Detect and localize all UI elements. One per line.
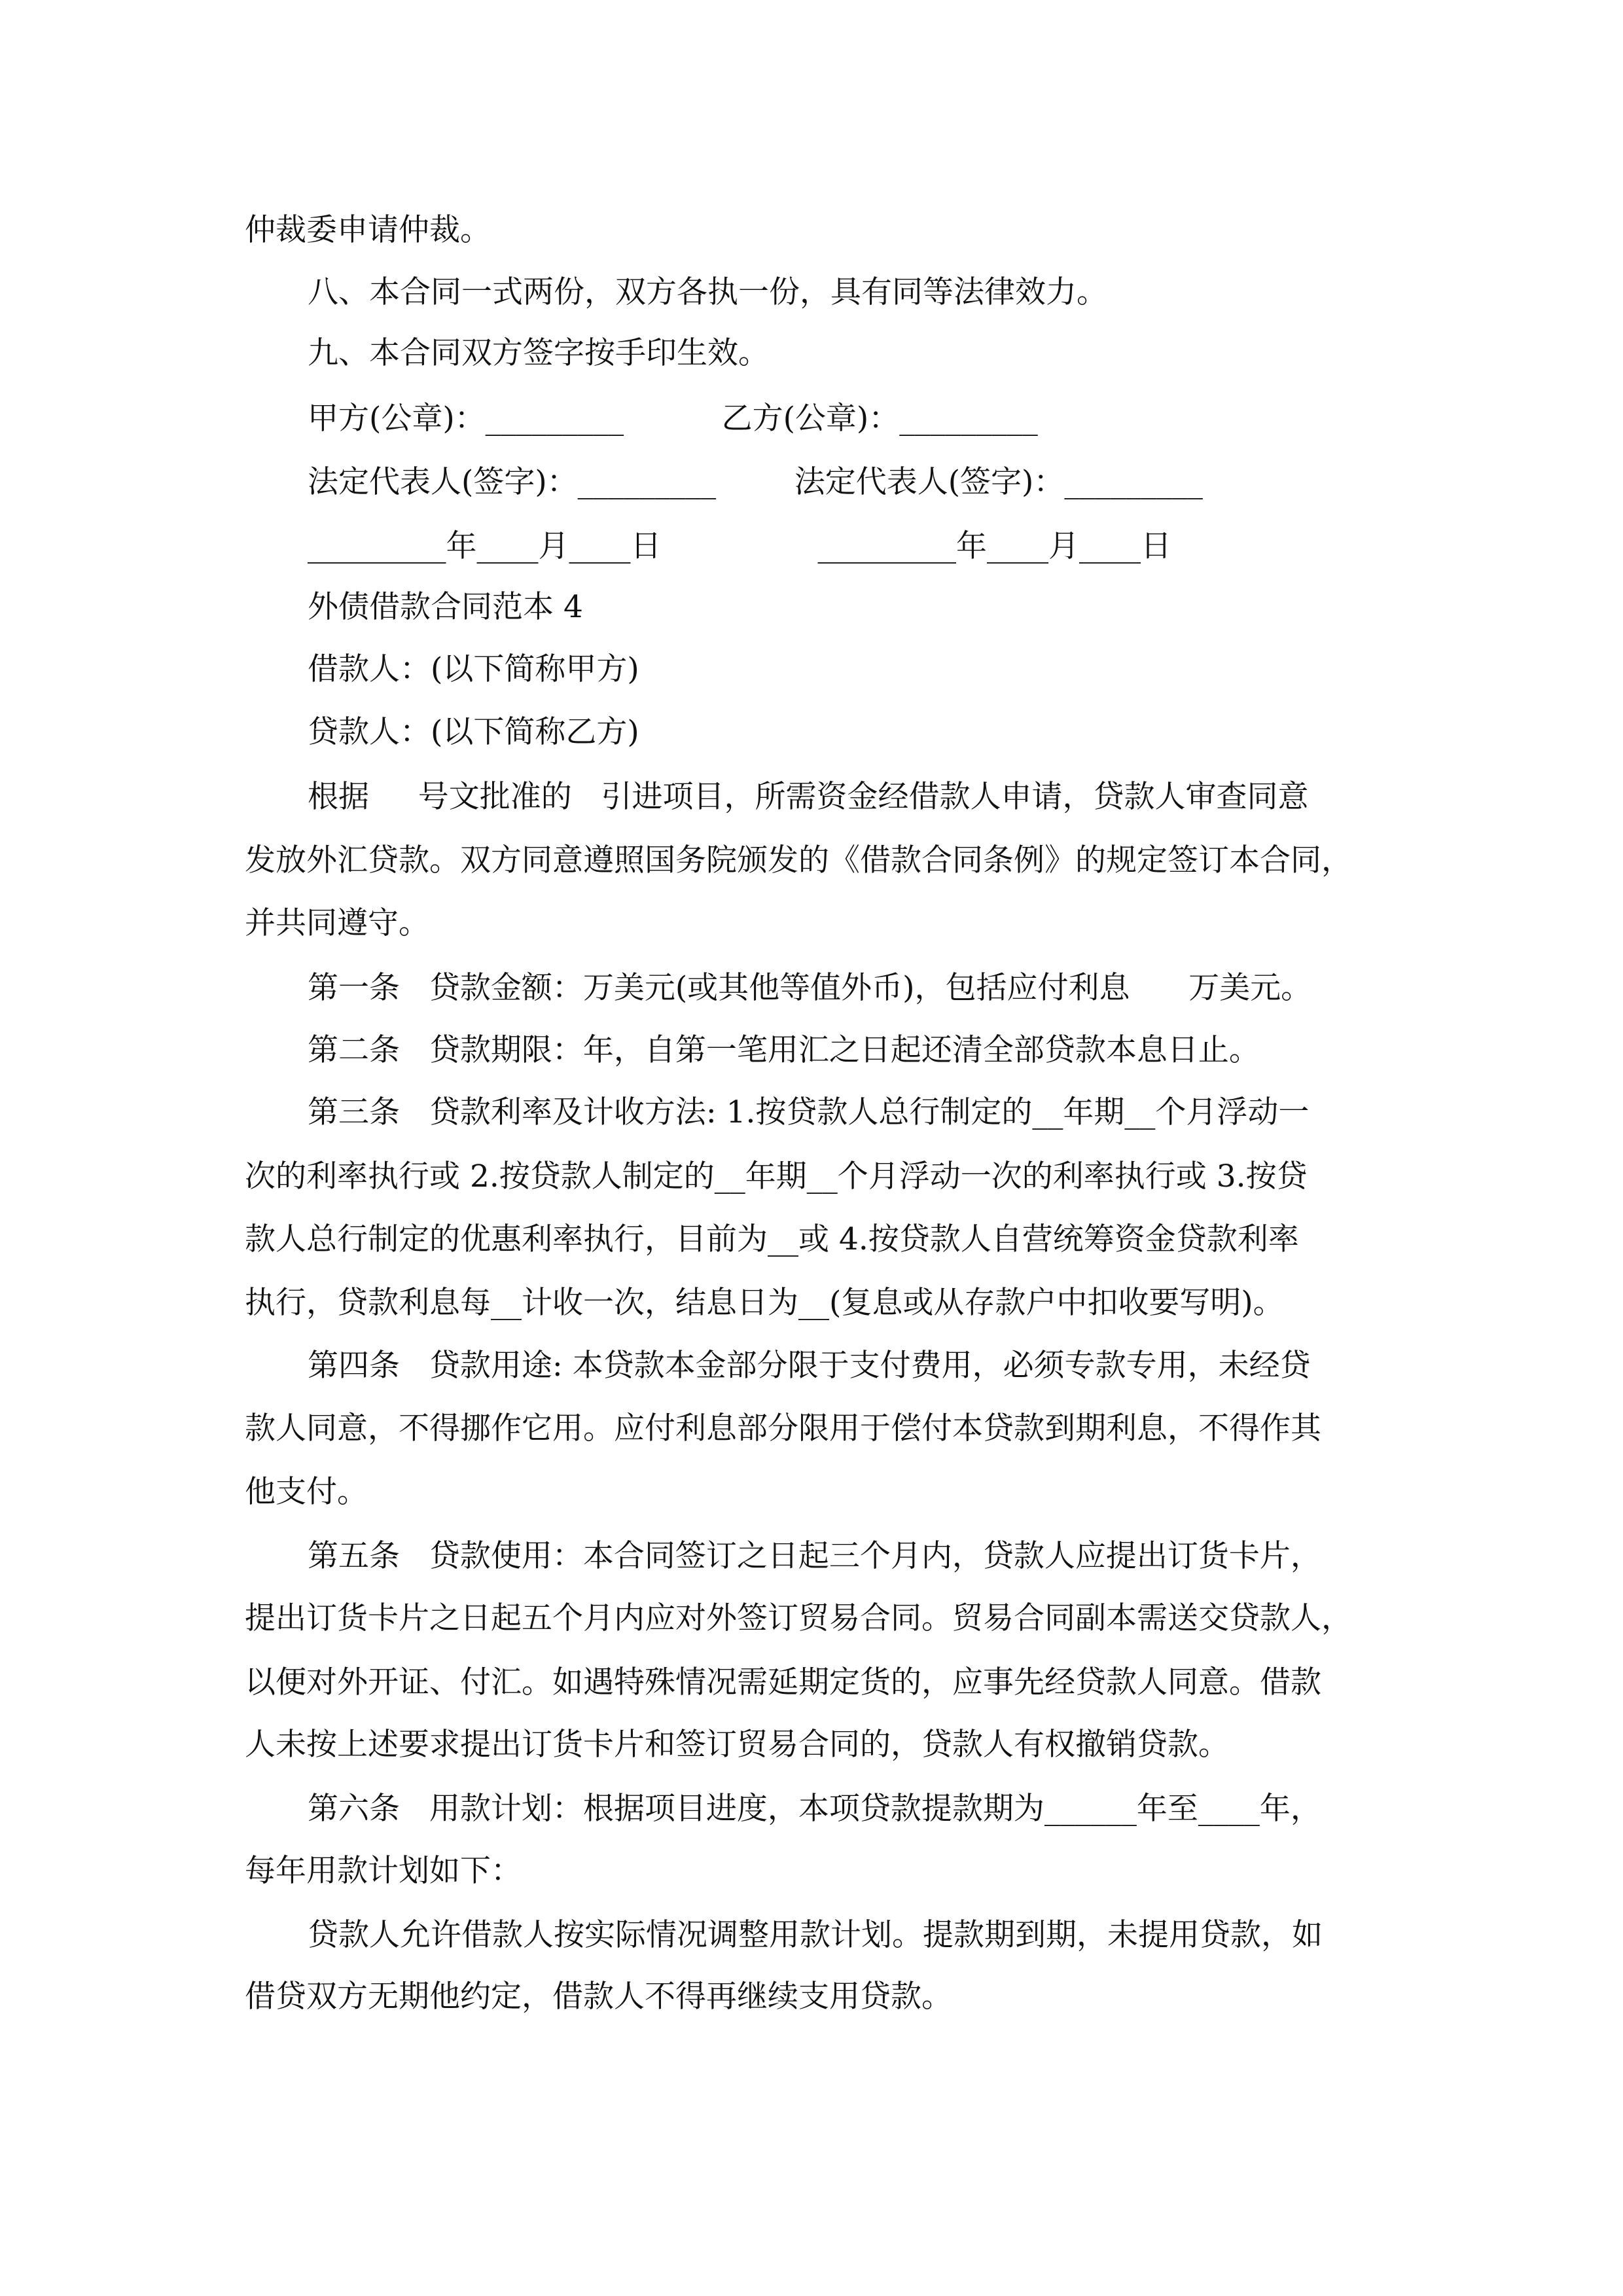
text-line: 仲裁委申请仲裁。: [245, 212, 491, 248]
text-line: 八、本合同一式两份，双方各执一份，具有同等法律效力。: [308, 274, 1107, 310]
article-line: 第一条 贷款金额：万美元(或其他等值外币)，包括应付利息 万美元。: [308, 970, 1312, 1006]
text-line: 以便对外开证、付汇。如遇特殊情况需延期定货的，应事先经贷款人同意。借款: [245, 1664, 1321, 1700]
text-line: 贷款人允许借款人按实际情况调整用款计划。提款期到期，未提用贷款，如: [308, 1917, 1323, 1953]
text-line: 贷款人：(以下简称乙方): [308, 714, 639, 750]
article-line: 第三条 贷款利率及计收方法: 1.按贷款人总行制定的__年期__个月浮动一: [308, 1094, 1310, 1130]
text-line: 借款人：(以下简称甲方): [308, 651, 639, 687]
signature-line: 法定代表人(签字)：_________ 法定代表人(签字)：_________: [308, 464, 1203, 500]
text-line: 款人总行制定的优惠利率执行，目前为__或 4.按贷款人自营统筹资金贷款利率: [245, 1221, 1299, 1257]
date-line: _________年____月____日 _________年____月____日: [308, 528, 1172, 564]
text-line: 提出订货卡片之日起五个月内应对外签订贸易合同。贸易合同副本需送交贷款人，: [245, 1600, 1352, 1636]
text-line: 执行，贷款利息每__计收一次，结息日为__(复息或从存款户中扣收要写明)。: [245, 1285, 1284, 1321]
signature-line: 甲方(公章)：_________ 乙方(公章)：_________: [308, 401, 1038, 437]
text-line: 并共同遵守。: [245, 905, 429, 941]
text-line: 次的利率执行或 2.按贷款人制定的__年期__个月浮动一次的利率执行或 3.按贷: [245, 1158, 1308, 1194]
text-line: 借贷双方无期他约定，借款人不得再继续支用贷款。: [245, 1979, 952, 2015]
section-title: 外债借款合同范本 4: [308, 589, 583, 625]
text-line: 款人同意，不得挪作它用。应付利息部分限用于偿付本贷款到期利息，不得作其: [245, 1410, 1321, 1446]
article-line: 第四条 贷款用途: 本贷款本金部分限于支付费用，必须专款专用，未经贷: [308, 1348, 1311, 1384]
article-line: 第六条 用款计划：根据项目进度，本项贷款提款期为______年至____年，: [308, 1791, 1321, 1827]
text-line: 他支付。: [245, 1474, 368, 1510]
text-line: 根据 号文批准的 引进项目，所需资金经借款人申请，贷款人审查同意: [308, 779, 1309, 815]
text-line: 发放外汇贷款。双方同意遵照国务院颁发的《借款合同条例》的规定签订本合同，: [245, 842, 1352, 878]
text-line: 每年用款计划如下：: [245, 1853, 522, 1889]
article-line: 第五条 贷款使用：本合同签订之日起三个月内，贷款人应提出订货卡片，: [308, 1538, 1321, 1574]
text-line: 九、本合同双方签字按手印生效。: [308, 335, 769, 371]
text-line: 人未按上述要求提出订货卡片和签订贸易合同的，贷款人有权撤销贷款。: [245, 1727, 1229, 1763]
article-line: 第二条 贷款期限：年，自第一笔用汇之日起还清全部贷款本息日止。: [308, 1032, 1260, 1068]
